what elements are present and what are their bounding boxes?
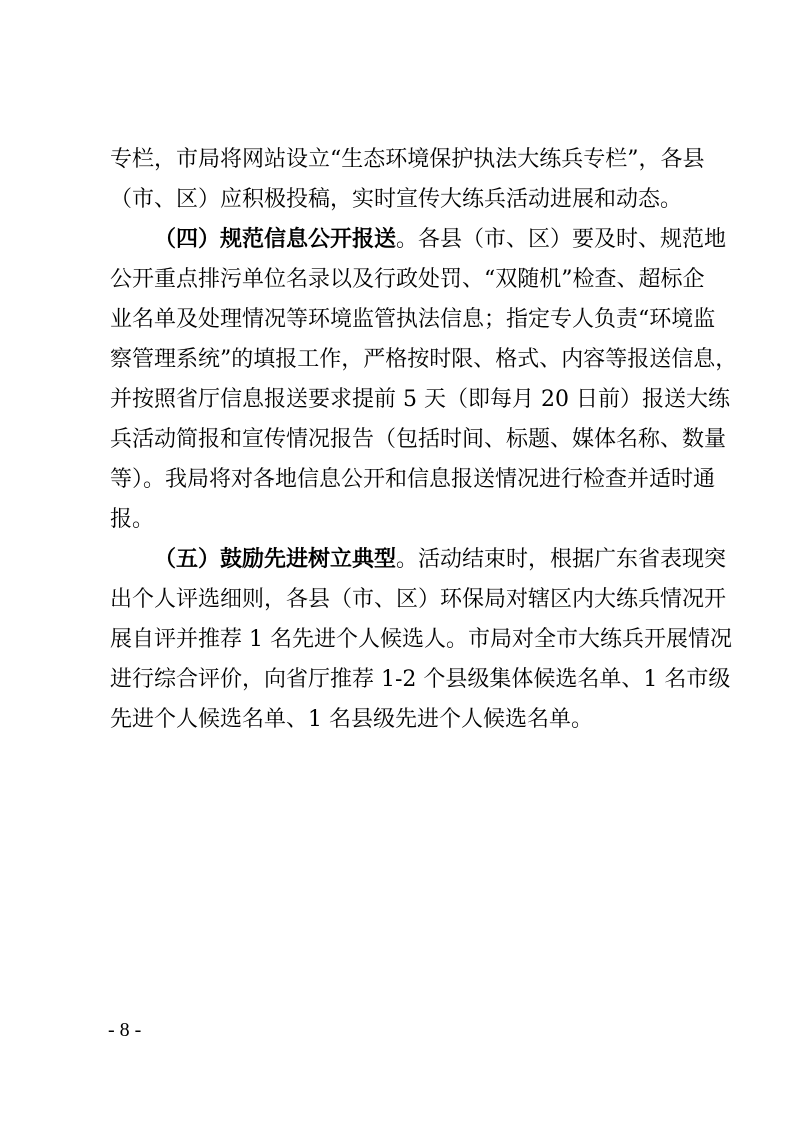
paragraph-3-line-5: 先进个人候选名单、1 名县级先进个人候选名单。	[110, 707, 593, 732]
paragraph-2-line-2: 公开重点排污单位名录以及行政处罚、“双随机”检查、超标企	[110, 267, 705, 292]
paragraph-1-line-2: （市、区）应积极投稿，实时宣传大练兵活动进展和动态。	[110, 187, 683, 212]
paragraph-2-line-4: 察管理系统”的填报工作，严格按时限、格式、内容等报送信息，	[110, 347, 738, 372]
paragraph-2-line-5: 并按照省厅信息报送要求提前 5 天（即每月 20 日前）报送大练	[110, 387, 730, 412]
section-heading-4: （四）规范信息公开报送	[154, 227, 397, 252]
paragraph-2-line-7: 等）。我局将对各地信息公开和信息报送情况进行检查并适时通	[110, 467, 716, 492]
paragraph-3-first-line	[154, 546, 727, 574]
paragraph-3-line-4: 进行综合评价，向省厅推荐 1-2 个县级集体候选名单、1 名市级	[110, 667, 731, 692]
paragraph-2-first-line-text: 。各县（市、区）要及时、规范地	[396, 227, 727, 252]
paragraph-3-first-line-text: 。活动结束时，根据广东省表现突	[396, 547, 727, 572]
paragraph-3-line-2: 出个人评选细则，各县（市、区）环保局对辖区内大练兵情况开	[110, 587, 727, 612]
paragraph-2-line-6: 兵活动简报和宣传情况报告（包括时间、标题、媒体名称、数量	[110, 427, 727, 452]
section-heading-5: （五）鼓励先进树立典型	[154, 547, 397, 572]
paragraph-1-line-1: 专栏，市局将网站设立“生态环境保护执法大练兵专栏”，各县	[110, 147, 705, 172]
paragraph-3-line-3: 展自评并推荐 1 名先进个人候选人。市局对全市大练兵开展情况	[110, 627, 732, 652]
paragraph-2-line-8: 报。	[110, 507, 155, 532]
paragraph-2-first-line	[154, 226, 727, 254]
paragraph-2-line-3: 业名单及处理情况等环境监管执法信息；指定专人负责“环境监	[110, 307, 716, 332]
page-number: - 8 -	[108, 1019, 142, 1041]
